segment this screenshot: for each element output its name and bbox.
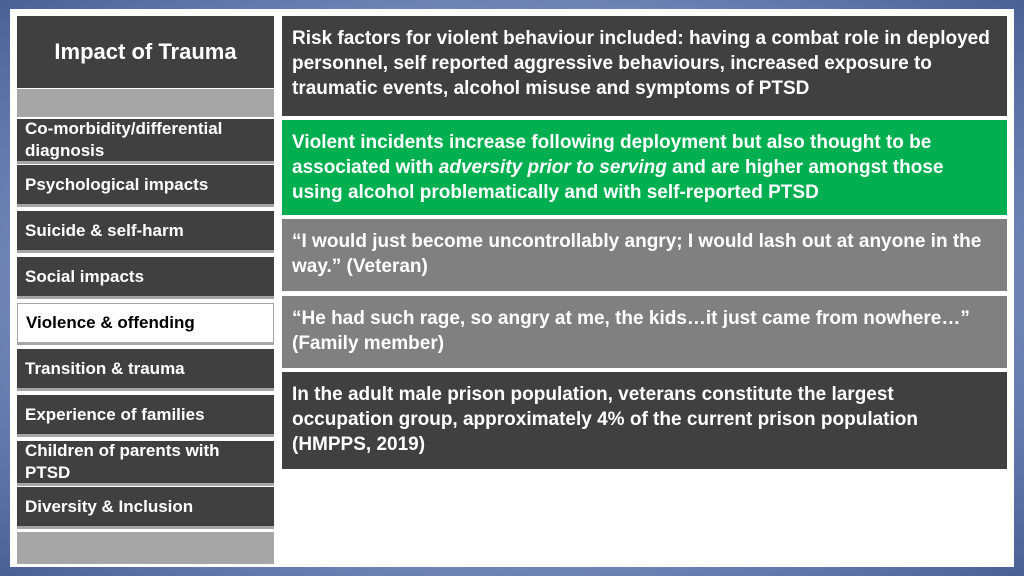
sidebar-bottom-bar <box>17 532 274 564</box>
veteran-quote-text: “I would just become uncontrollably angry; I would lash out at anyone in the way.” (Veteran) <box>292 231 982 277</box>
violent-incidents-text-part1: Violent incidents increase following deployment but also thought to be associated with <box>292 132 932 178</box>
sidebar-item-children-of-parents-ptsd[interactable]: Children of parents with PTSD <box>17 441 274 486</box>
sidebar-item-suicide-self-harm[interactable]: Suicide & self-harm <box>17 211 274 253</box>
sidebar-item-violence-offending[interactable]: Violence & offending <box>17 303 274 345</box>
prison-stat-text: In the adult male prison population, veterans constitute the largest occupation group, approximately 4% of the current prison population (HMPPS, 2019) <box>292 384 918 455</box>
sidebar-spacer <box>17 89 274 117</box>
veteran-quote-box <box>282 219 1007 291</box>
sidebar-item-comorbidity[interactable]: Co-morbidity/differential diagnosis <box>17 119 274 164</box>
prison-stat-box <box>282 372 1007 469</box>
violent-incidents-text-part2: and are higher amongst those using alcohol problematically and with self-reported PTSD <box>292 157 944 203</box>
risk-factors-box <box>282 16 1007 116</box>
sidebar-item-experience-of-families[interactable]: Experience of families <box>17 395 274 437</box>
violent-incidents-emphasis: adversity prior to serving <box>438 157 667 178</box>
sidebar-item-diversity-inclusion[interactable]: Diversity & Inclusion <box>17 487 274 529</box>
sidebar-title: Impact of Trauma <box>17 16 274 88</box>
sidebar-item-transition-trauma[interactable]: Transition & trauma <box>17 349 274 391</box>
sidebar-item-social-impacts[interactable]: Social impacts <box>17 257 274 299</box>
sidebar-item-psychological-impacts[interactable]: Psychological impacts <box>17 165 274 207</box>
risk-factors-text: Risk factors for violent behaviour included: having a combat role in deployed personnel, self reported aggressive behaviours, increased exposure to traumatic events, alcohol misuse and symptoms of PTSD <box>292 28 990 99</box>
violent-incidents-box <box>282 120 1007 215</box>
slide <box>10 9 1014 567</box>
family-quote-text: “He had such rage, so angry at me, the kids…it just came from nowhere…” (Family member) <box>292 308 970 354</box>
family-quote-box <box>282 296 1007 368</box>
